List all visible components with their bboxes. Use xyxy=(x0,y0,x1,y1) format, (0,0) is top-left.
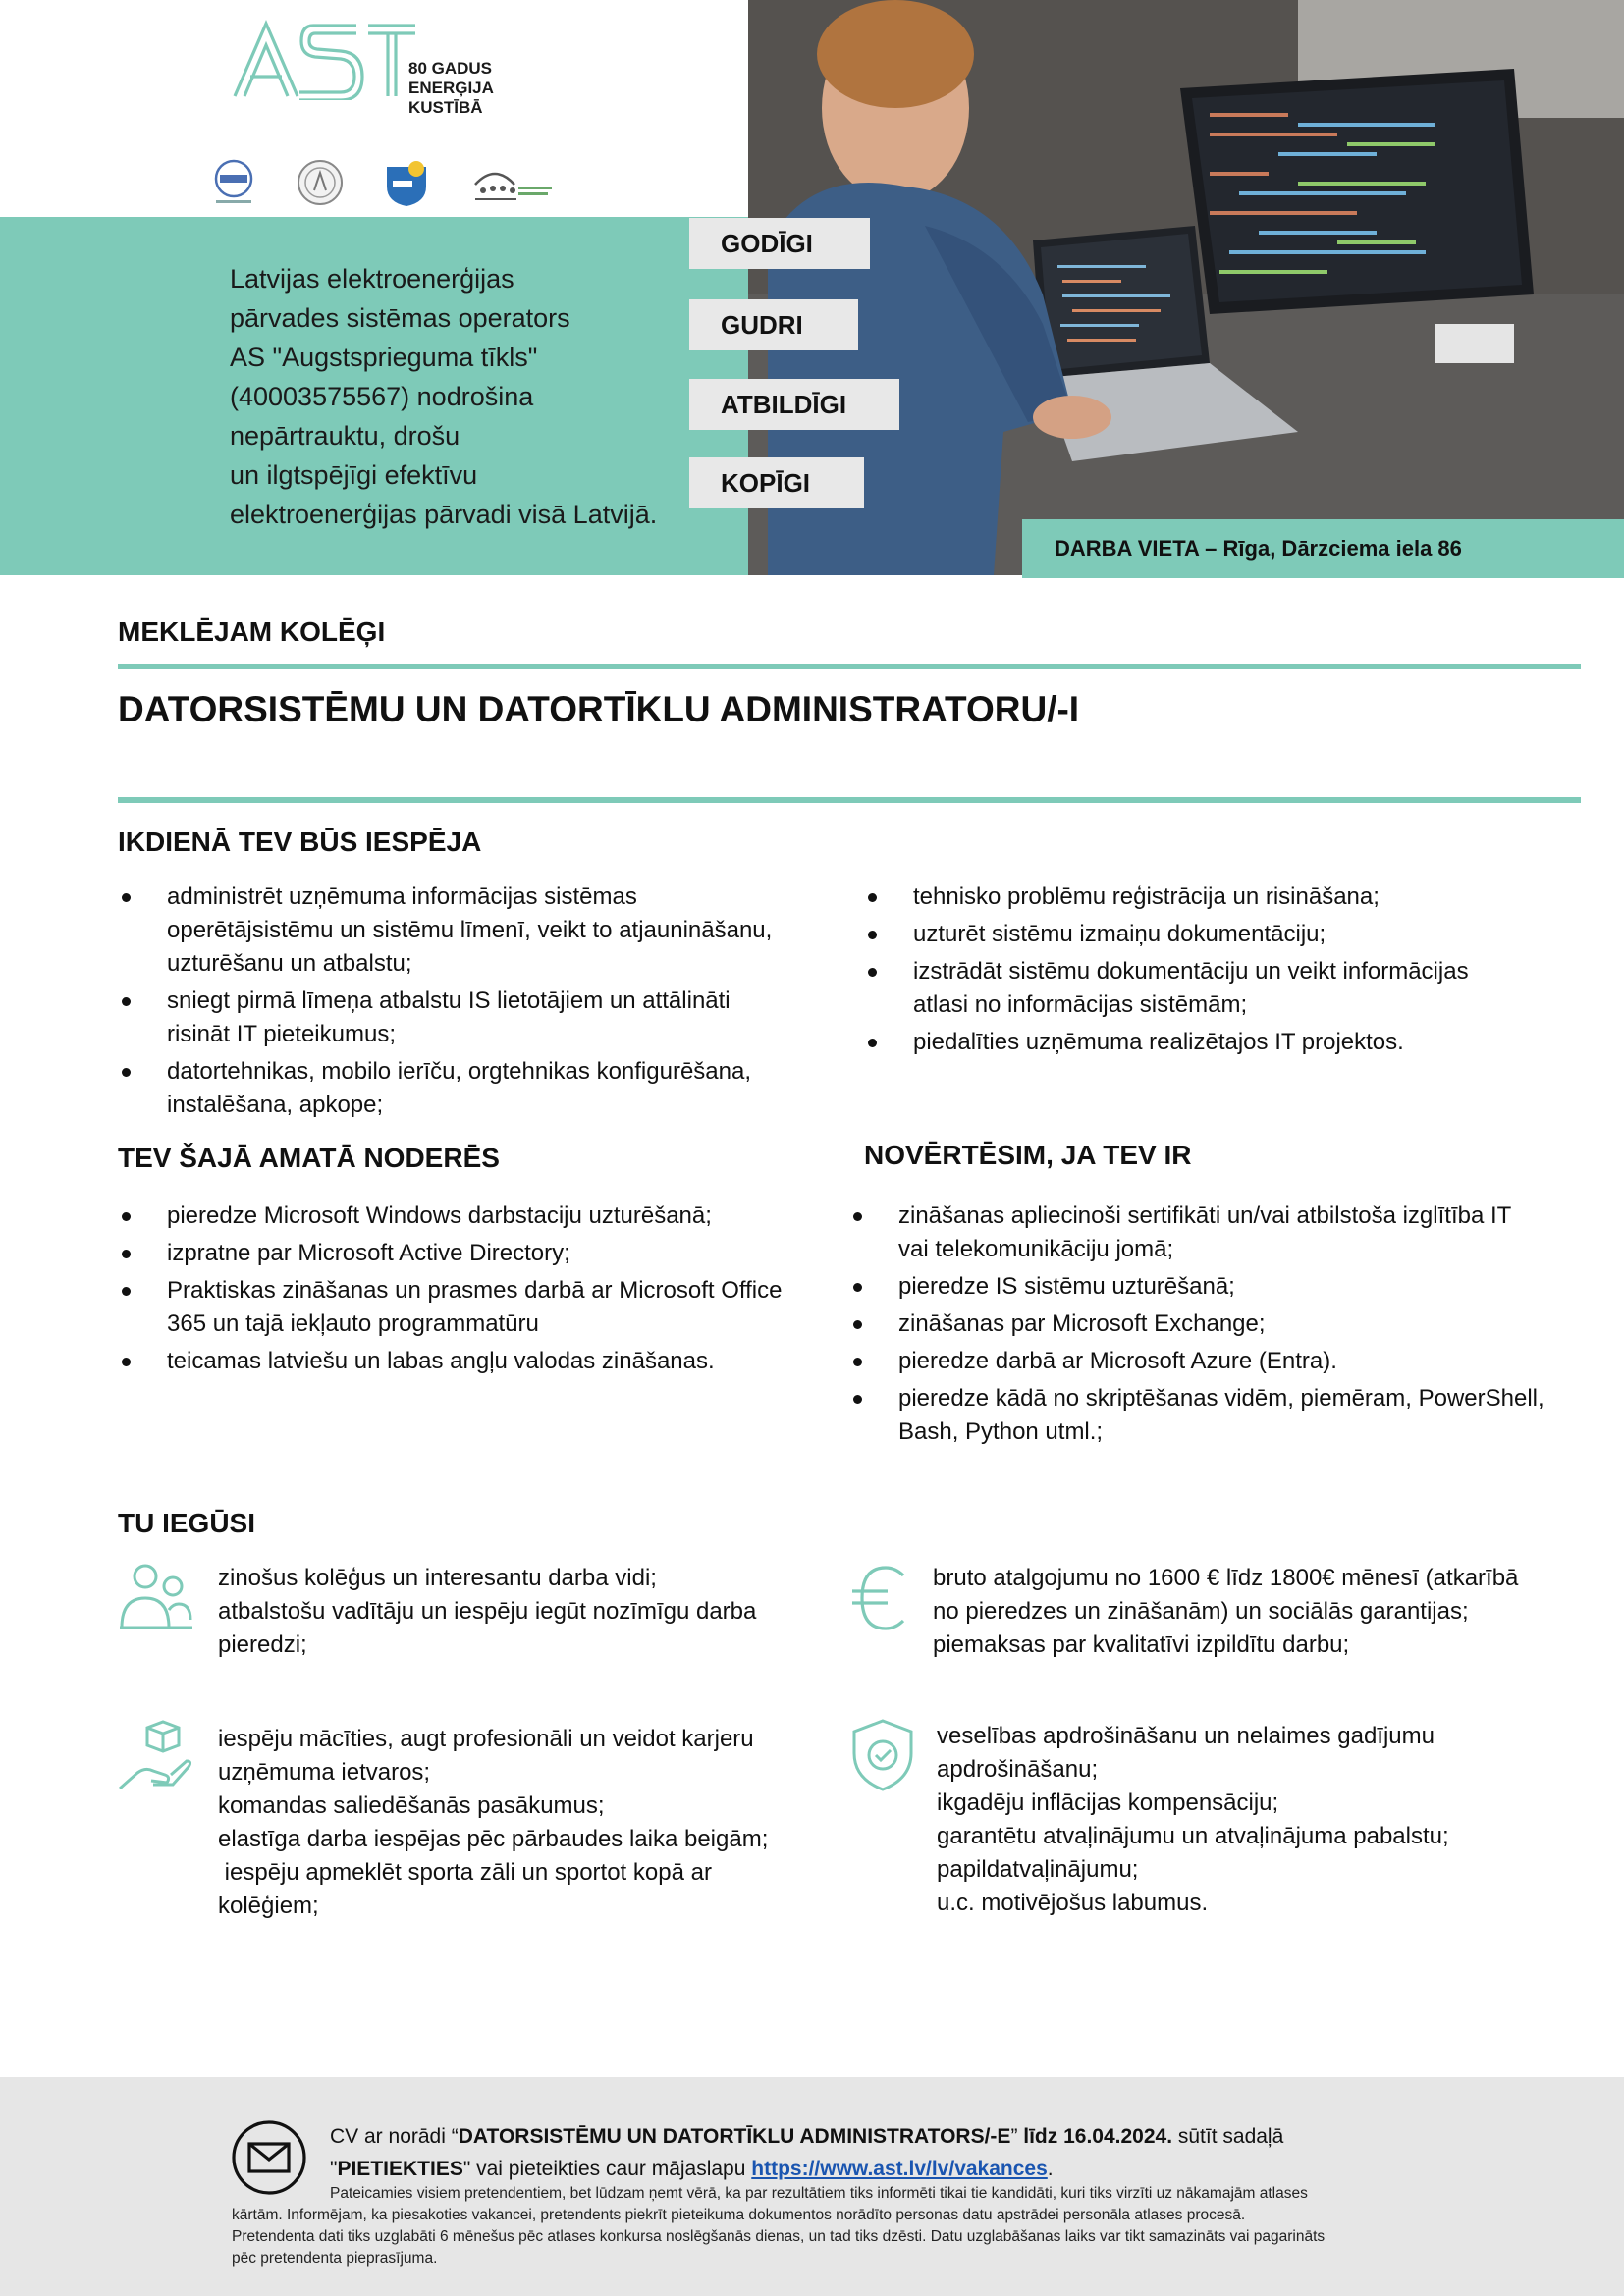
people-icon xyxy=(118,1559,194,1638)
daily-list-right xyxy=(864,881,1591,1063)
top-employer-badge xyxy=(381,157,432,208)
list-item: tehnisko problēmu reģistrācija un risināšana; xyxy=(864,881,1591,914)
hand-box-icon xyxy=(118,1720,192,1799)
divider-top xyxy=(118,664,1581,669)
value-tag-godigi: GODĪGI xyxy=(689,218,870,269)
value-tag-gudri: GUDRI xyxy=(689,299,858,350)
advantages-title: NOVĒRTĒSIM, JA TEV IR xyxy=(864,1140,1192,1170)
logo-tagline: 80 GADUS ENERĢIJA KUSTĪBĀ xyxy=(408,59,494,117)
list-item: pieredze IS sistēmu uzturēšanā; xyxy=(849,1270,1596,1304)
benefit-block-team: zinošus kolēģus un interesantu darba vidi; atbalstošu vadītāju un iespēju iegūt nozīmīgu darba pieredzi; xyxy=(218,1565,757,1658)
drosa-darbavieta-badge xyxy=(467,157,556,208)
benefits-title: TU IEGŪSI xyxy=(118,1508,256,1538)
list-item: izpratne par Microsoft Active Directory; xyxy=(118,1237,844,1270)
workplace-banner: DARBA VIETA – Rīga, Dārzciema iela 86 xyxy=(1022,519,1624,578)
daily-title: IKDIENĀ TEV BŪS IESPĒJA xyxy=(118,827,482,857)
euro-icon xyxy=(848,1564,911,1637)
list-item: pieredze kādā no skriptēšanas vidēm, piemēram, PowerShell, Bash, Python utml.; xyxy=(849,1382,1596,1449)
requirements-title: TEV ŠAJĀ AMATĀ NODERĒS xyxy=(118,1143,500,1173)
list-item: zināšanas apliecinoši sertifikāti un/vai atbilstoša izglītība IT vai telekomunikāciju jomā; xyxy=(849,1200,1596,1266)
list-item: sniegt pirmā līmeņa atbalstu IS lietotājiem un attālināti risināt IT pieteikumus; xyxy=(118,985,844,1051)
list-item: piedalīties uzņēmuma realizētajos IT projektos. xyxy=(864,1026,1591,1059)
dnv-certification-badge xyxy=(208,157,259,208)
developer-at-laptop-photo xyxy=(748,0,1624,575)
benefit-block-insurance: veselības apdrošināšanu un nelaimes gadījumu apdrošināšanu; ikgadēju inflācijas kompensāciju; garantētu atvaļinājumu un atvaļinājuma pabalstu; papildatvaļinājumu; u.c. motivējošus labumus. xyxy=(937,1723,1449,1916)
divider-bottom xyxy=(118,797,1581,803)
list-item: datortehnikas, mobilo ierīču, orgtehnikas konfigurēšana, instalēšana, apkope; xyxy=(118,1055,844,1122)
list-item: pieredze darbā ar Microsoft Azure (Entra). xyxy=(849,1345,1596,1378)
list-item: zināšanas par Microsoft Exchange; xyxy=(849,1308,1596,1341)
ast-logo xyxy=(231,18,417,105)
list-item: Praktiskas zināšanas un prasmes darbā ar Microsoft Office 365 un tajā iekļauto programmatūru xyxy=(118,1274,844,1341)
value-tag-kopigi: KOPĪGI xyxy=(689,457,864,508)
round-emblem-icon xyxy=(295,157,346,208)
advantages-list xyxy=(849,1200,1596,1453)
footer-privacy-note: Pateicamies visiem pretendentiem, bet lūdzam ņemt vērā, ka par rezultātiem tiks informēti tikai tie kandidāti, kuri tiks virzīti uz nākamajām atlases kārtām. Informējam, ka piesakoties vakancei, pretendents piekrīt pieteikuma dokumentos norādīto personas datu apstrādei personāla atlases procesā. Pretendenta dati tiks uzglabāti 6 mēnešus pēc atlases konkursa noslēgšanās dienas, un tad tiks dzēsti. Datu uzglabāšanas laiks var tikt samazināts vai pagarināts pēc pretendenta pieprasījuma. xyxy=(232,2185,1326,2267)
list-item: administrēt uzņēmuma informācijas sistēmas operētājsistēmu un sistēmu līmenī, veikt to atjaunināšanu, uzturēšanu un atbalstu; xyxy=(118,881,844,981)
job-title: DATORSISTĒMU UN DATORTĪKLU ADMINISTRATORU/-I xyxy=(118,689,1080,729)
company-intro: Latvijas elektroenerģijas pārvades sistēmas operators AS "Augstsprieguma tīkls" (40003575567) nodrošina nepārtrauktu, drošu un ilgtspējīgi efektīvu elektroenerģijas pārvadi visā Latvijā. xyxy=(230,264,658,529)
benefit-block-salary: bruto atalgojumu no 1600 € līdz 1800€ mēnesī (atkarībā no pieredzes un zināšanām) un sociālās garantijas; piemaksas par kvalitatīvi izpildītu darbu; xyxy=(933,1565,1519,1658)
list-item: uzturēt sistēmu izmaiņu dokumentāciju; xyxy=(864,918,1591,951)
vacancies-link[interactable]: https://www.ast.lv/lv/vakances xyxy=(751,2158,1048,2180)
kicker-heading: MEKLĒJAM KOLĒĢI xyxy=(118,616,386,647)
list-item: pieredze Microsoft Windows darbstaciju uzturēšanā; xyxy=(118,1200,844,1233)
daily-list-left xyxy=(118,881,844,1126)
value-tag-atbildigi: ATBILDĪGI xyxy=(689,379,899,430)
benefit-block-growth: iespēju mācīties, augt profesionāli un veidot karjeru uzņēmuma ietvaros; komandas saliedēšanās pasākumus; elastīga darba iespējas pēc pārbaudes laika beigām; iespēju apmeklēt sporta zāli un sportot kopā ar kolēģiem; xyxy=(218,1726,769,1919)
list-item: teicamas latviešu un labas angļu valodas zināšanas. xyxy=(118,1345,844,1378)
footer-application-text: CV ar norādi “DATORSISTĒMU UN DATORTĪKLU ADMINISTRATORS/-E” līdz 16.04.2024. sūtīt sadaļā "PIETIEKTIES" vai pieteikties caur mājaslapu https://www.ast.lv/lv/vakances. xyxy=(330,2125,1284,2180)
shield-check-icon xyxy=(850,1718,915,1797)
list-item: izstrādāt sistēmu dokumentāciju un veikt informācijas atlasi no informācijas sistēmām; xyxy=(864,955,1591,1022)
requirements-list xyxy=(118,1200,844,1382)
